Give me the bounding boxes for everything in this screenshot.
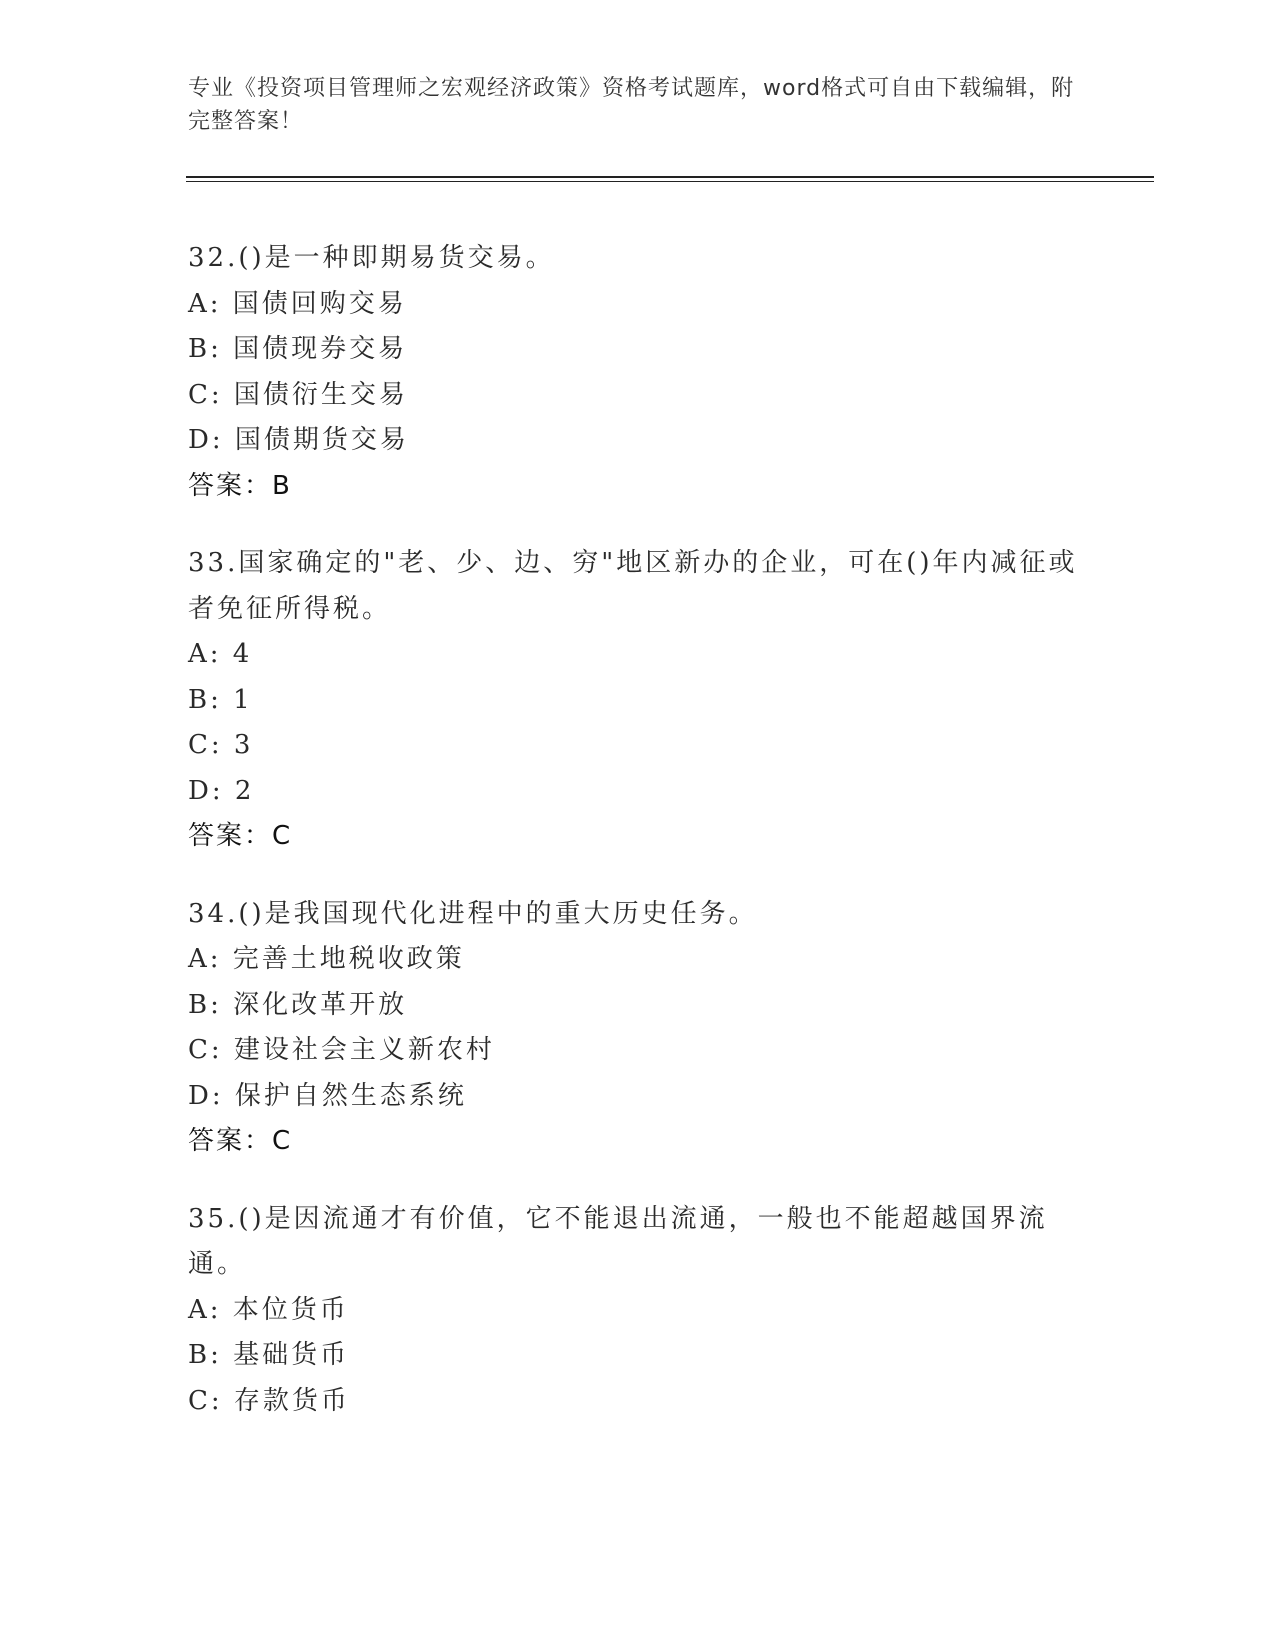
option-b: B: 1 xyxy=(188,684,253,715)
option-b: B: 基础货币 xyxy=(188,1340,350,1370)
option-a: A: 4 xyxy=(188,639,253,669)
question-34 xyxy=(188,892,1088,1165)
question-33 xyxy=(188,541,1088,860)
answer-line: 答案：B xyxy=(188,470,292,501)
header-text: 专业《投资项目管理师之宏观经济政策》资格考试题库，word格式可自由下载编辑，附完整答案！ xyxy=(188,76,1075,134)
option-d: D: 2 xyxy=(188,775,255,806)
question-list xyxy=(188,236,1088,1456)
option-c: C: 存款货币 xyxy=(188,1385,350,1416)
answer-line: 答案：C xyxy=(188,821,293,851)
header-rule-thin xyxy=(186,181,1154,182)
question-32 xyxy=(188,236,1088,509)
question-stem: 35.()是因流通才有价值，它不能退出流通，一般也不能超越国界流通。 xyxy=(188,1203,1048,1279)
option-a: A: 国债回购交易 xyxy=(188,288,407,319)
question-stem: 34.()是我国现代化进程中的重大历史任务。 xyxy=(188,898,758,929)
option-c: C: 建设社会主义新农村 xyxy=(188,1035,495,1065)
option-d: D: 国债期货交易 xyxy=(188,425,409,455)
option-c: C: 3 xyxy=(188,730,254,760)
document-header xyxy=(188,72,1088,138)
question-35 xyxy=(188,1197,1088,1425)
option-b: B: 深化改革开放 xyxy=(188,989,408,1020)
header-rule-thick xyxy=(186,176,1154,178)
answer-line: 答案：C xyxy=(188,1126,293,1156)
option-b: B: 国债现券交易 xyxy=(188,334,408,364)
option-c: C: 国债衍生交易 xyxy=(188,379,408,410)
question-stem: 32.()是一种即期易货交易。 xyxy=(188,243,555,273)
question-stem: 33.国家确定的"老、少、边、穷"地区新办的企业，可在()年内减征或者免征所得税。 xyxy=(188,548,1078,624)
option-a: A: 完善土地税收政策 xyxy=(188,944,465,974)
option-a: A: 本位货币 xyxy=(188,1294,349,1325)
option-d: D: 保护自然生态系统 xyxy=(188,1080,467,1111)
